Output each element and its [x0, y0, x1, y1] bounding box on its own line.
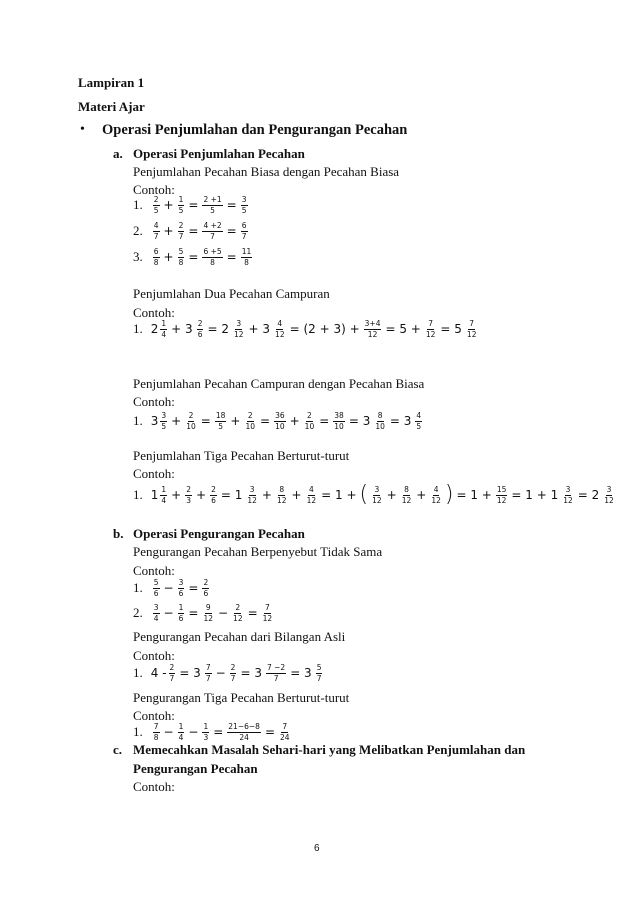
numerator: 1 [203, 722, 209, 731]
numerator: 7 [265, 603, 270, 612]
operator: + [416, 488, 427, 502]
operator: = [188, 198, 199, 212]
fraction [153, 604, 160, 622]
numerator: 1 [161, 319, 167, 328]
numerator: 7 [282, 722, 288, 731]
fraction [262, 604, 274, 622]
fraction [274, 320, 286, 338]
fraction [178, 222, 185, 240]
equation [133, 408, 424, 434]
operator: = [200, 414, 211, 428]
denominator: 12 [425, 329, 436, 339]
fraction [316, 664, 323, 682]
denominator: 12 [233, 329, 244, 339]
denominator: 12 [367, 329, 378, 339]
fraction [178, 579, 185, 597]
fraction [202, 604, 214, 622]
fraction [246, 486, 258, 504]
fraction [202, 248, 222, 266]
numerator: 5 [153, 578, 159, 587]
fraction [241, 248, 253, 266]
denominator: 12 [466, 329, 477, 339]
fraction [304, 412, 316, 430]
operator: − [163, 606, 174, 620]
fraction [178, 604, 185, 622]
operator: = [264, 725, 275, 739]
operator: + [386, 488, 397, 502]
denominator: 24 [280, 732, 290, 742]
numerator: 38 [334, 411, 344, 420]
numerator: 3 [178, 578, 184, 587]
operator: + [163, 224, 174, 238]
numerator: 8 [404, 485, 409, 494]
denominator: 6 [211, 495, 216, 505]
numerator: 4 [433, 485, 439, 494]
operator: = [213, 725, 224, 739]
fraction [276, 486, 288, 504]
operator: = [260, 414, 271, 428]
section-c-title-line2: Pengurangan Pecahan [133, 761, 258, 776]
whole-number: 1 [150, 488, 159, 502]
operator: = [319, 414, 330, 428]
denominator: 8 [153, 732, 159, 742]
numerator: 2 +1 [203, 195, 222, 204]
numerator: 3 [161, 411, 167, 420]
numerator: 4 [277, 319, 283, 328]
numerator: 21−6−8 [228, 722, 260, 731]
operator: = 2 [577, 488, 600, 502]
numerator: 9 [205, 603, 211, 612]
operator: − [217, 606, 229, 620]
operator: = [226, 198, 237, 212]
denominator: 5 [416, 421, 422, 431]
section-a-label: a. [113, 146, 123, 161]
numerator: 1 [161, 485, 167, 494]
operator: + [289, 414, 300, 428]
fraction [202, 579, 209, 597]
numerator: 8 [279, 485, 285, 494]
operator: = 5 [440, 322, 462, 336]
whole-number: 4 - [150, 666, 167, 680]
operator: + [261, 488, 272, 502]
fraction [185, 412, 197, 430]
operator: = [226, 224, 237, 238]
denominator: 10 [375, 421, 385, 431]
fraction [603, 486, 615, 504]
numerator: 7 [469, 319, 475, 328]
numerator: 8 [377, 411, 383, 420]
numerator: 5 [316, 663, 322, 672]
denominator: 12 [604, 495, 614, 505]
subsection-title: Penjumlahan Tiga Pecahan Berturut-turut [133, 448, 350, 463]
operator: = 1 + 1 [511, 488, 559, 502]
fraction [230, 664, 237, 682]
denominator: 10 [275, 421, 285, 431]
equation [133, 660, 324, 686]
denominator: 5 [218, 421, 223, 431]
numerator: 4 [308, 485, 314, 494]
fraction [371, 486, 383, 504]
operator: = 1 + [456, 488, 492, 502]
equation [133, 192, 250, 218]
fraction [279, 723, 291, 741]
fraction [153, 723, 160, 741]
equation-number: 1. [133, 580, 143, 595]
subsection-title: Penjumlahan Dua Pecahan Campuran [133, 286, 330, 301]
equation-number: 3. [133, 249, 143, 264]
fraction [202, 723, 209, 741]
fraction [202, 196, 222, 214]
denominator: 7 [178, 231, 184, 241]
fraction [425, 320, 437, 338]
denominator: 6 [178, 588, 184, 598]
equation-number: 1. [133, 321, 143, 336]
denominator: 10 [334, 421, 344, 431]
equation [133, 601, 275, 625]
denominator: 12 [372, 495, 382, 505]
subsection-title: Penjumlahan Pecahan Campuran dengan Pecahan Biasa [133, 376, 425, 391]
topic-title: Operasi Penjumlahan dan Pengurangan Pecahan [102, 122, 408, 138]
fraction [160, 320, 167, 338]
fraction [266, 664, 286, 682]
fraction [202, 222, 222, 240]
operator: = [188, 581, 199, 595]
fraction [153, 579, 160, 597]
operator: + [230, 414, 241, 428]
numerator: 2 [178, 221, 184, 230]
section-c-title-line1: Memecahkan Masalah Sehari-hari yang Melibatkan Penjumlahan dan [133, 742, 526, 757]
denominator: 12 [563, 495, 573, 505]
denominator: 12 [275, 329, 285, 339]
denominator: 6 [203, 588, 209, 598]
operator: = 3 [290, 666, 312, 680]
parenthesis: ) [444, 482, 454, 507]
denominator: 12 [306, 495, 317, 505]
denominator: 5 [178, 205, 184, 215]
denominator: 7 [273, 673, 279, 683]
fraction [197, 320, 204, 338]
denominator: 12 [203, 613, 213, 623]
operator: + [196, 488, 207, 502]
denominator: 8 [210, 257, 215, 267]
contoh-label: Contoh: [133, 563, 175, 578]
contoh-label: Contoh: [133, 394, 175, 409]
numerator: 6 +5 [203, 247, 222, 256]
equation [133, 480, 617, 510]
numerator: 4 +2 [203, 221, 222, 230]
fraction [227, 723, 261, 741]
operator: + 3 [171, 322, 193, 336]
numerator: 6 [153, 247, 159, 256]
fraction [185, 486, 192, 504]
equation [133, 244, 254, 270]
subsection-title: Pengurangan Tiga Pecahan Berturut-turut [133, 690, 350, 705]
denominator: 10 [304, 421, 315, 431]
section-b-label: b. [113, 526, 124, 541]
denominator: 24 [239, 732, 249, 742]
denominator: 5 [210, 205, 215, 215]
denominator: 12 [496, 495, 507, 505]
equation-number: 1. [133, 413, 143, 428]
numerator: 7 [428, 319, 434, 328]
numerator: 3 [606, 485, 612, 494]
fraction [215, 412, 227, 430]
contoh-label: Contoh: [133, 779, 175, 794]
fraction [562, 486, 574, 504]
fraction [232, 604, 244, 622]
equation-number: 2. [133, 605, 143, 620]
operator: − [163, 725, 174, 739]
numerator: 36 [275, 411, 285, 420]
denominator: 3 [203, 732, 209, 742]
numerator: 7 [153, 722, 159, 731]
operator: − [215, 666, 226, 680]
denominator: 7 [205, 673, 211, 683]
operator: + [291, 488, 302, 502]
denominator: 12 [401, 495, 412, 505]
fraction [178, 196, 185, 214]
section-b-title: Operasi Pengurangan Pecahan [133, 526, 305, 541]
fraction [169, 664, 176, 682]
materi-ajar-heading: Materi Ajar [78, 99, 145, 114]
denominator: 4 [178, 732, 184, 742]
operator: = 3 [179, 666, 201, 680]
fraction [241, 222, 248, 240]
operator: = 3 [348, 414, 371, 428]
numerator: 3 [565, 485, 571, 494]
equation [133, 720, 293, 744]
equation-number: 1. [133, 665, 143, 680]
numerator: 15 [496, 485, 507, 494]
contoh-label: Contoh: [133, 466, 175, 481]
fraction [306, 486, 318, 504]
numerator: 6 [241, 221, 247, 230]
operator: = [226, 250, 237, 264]
numerator: 7 [205, 663, 211, 672]
section-a-title: Operasi Penjumlahan Pecahan [133, 146, 305, 161]
denominator: 7 [169, 673, 175, 683]
operator: = 1 [220, 488, 243, 502]
denominator: 4 [161, 495, 167, 505]
equation-number: 1. [133, 487, 143, 502]
fraction [210, 486, 217, 504]
denominator: 8 [178, 257, 184, 267]
fraction [430, 486, 442, 504]
fraction [496, 486, 508, 504]
denominator: 5 [161, 421, 167, 431]
denominator: 6 [178, 613, 184, 623]
fraction [364, 320, 382, 338]
denominator: 8 [244, 257, 249, 267]
contoh-label: Contoh: [133, 708, 175, 723]
denominator: 12 [431, 495, 441, 505]
numerator: 2 [230, 663, 236, 672]
numerator: 1 [178, 603, 184, 612]
operator: = 5 + [385, 322, 421, 336]
operator: + [163, 198, 174, 212]
fraction [333, 412, 345, 430]
denominator: 5 [241, 205, 247, 215]
fraction [178, 248, 185, 266]
operator: = 1 + [321, 488, 357, 502]
subsection-title: Pengurangan Pecahan Berpenyebut Tidak Sama [133, 544, 383, 559]
operator: = [188, 250, 199, 264]
numerator: 3 [241, 195, 247, 204]
equation [133, 576, 211, 600]
section-c-label: c. [113, 742, 123, 757]
operator: + [171, 414, 182, 428]
operator: = 3 [240, 666, 262, 680]
fraction [160, 412, 167, 430]
operator: = [247, 606, 258, 620]
contoh-label: Contoh: [133, 305, 175, 320]
numerator: 3 [374, 485, 380, 494]
bullet-icon: • [80, 122, 85, 137]
denominator: 4 [153, 613, 159, 623]
equation-number: 1. [133, 724, 143, 739]
numerator: 4 [416, 411, 422, 420]
numerator: 3 [153, 603, 159, 612]
fraction [374, 412, 386, 430]
numerator: 2 [186, 485, 192, 494]
denominator: 7 [230, 673, 236, 683]
operator: = [188, 224, 199, 238]
operator: + 3 [248, 322, 271, 336]
fraction [244, 412, 256, 430]
numerator: 3+4 [364, 319, 381, 328]
fraction [153, 196, 160, 214]
numerator: 3 [249, 485, 255, 494]
fraction [178, 723, 185, 741]
numerator: 1 [178, 195, 184, 204]
fraction [233, 320, 245, 338]
numerator: 18 [215, 411, 226, 420]
numerator: 3 [236, 319, 242, 328]
operator: = 3 [389, 414, 412, 428]
denominator: 12 [233, 613, 243, 623]
operator: = [188, 606, 199, 620]
denominator: 7 [153, 231, 159, 241]
fraction [205, 664, 212, 682]
numerator: 2 [153, 195, 159, 204]
page-number: 6 [314, 843, 320, 854]
denominator: 6 [153, 588, 159, 598]
operator: − [163, 581, 174, 595]
whole-number: 2 [150, 322, 159, 336]
numerator: 4 [153, 221, 159, 230]
operator: = 2 [207, 322, 229, 336]
equation-number: 1. [133, 197, 143, 212]
denominator: 12 [276, 495, 287, 505]
contoh-label: Contoh: [133, 182, 175, 197]
subsection-title: Penjumlahan Pecahan Biasa dengan Pecahan Biasa [133, 164, 400, 179]
denominator: 3 [186, 495, 192, 505]
fraction [274, 412, 286, 430]
denominator: 6 [197, 329, 203, 339]
operator: = (2 + 3) + [289, 322, 360, 336]
denominator: 7 [241, 231, 247, 241]
numerator: 2 [203, 578, 209, 587]
denominator: 7 [210, 231, 215, 241]
fraction [241, 196, 248, 214]
denominator: 8 [153, 257, 159, 267]
denominator: 12 [247, 495, 257, 505]
numerator: 11 [241, 247, 252, 256]
equation-number: 2. [133, 223, 143, 238]
fraction [466, 320, 478, 338]
equation [133, 316, 479, 342]
fraction [401, 486, 413, 504]
numerator: 7 −2 [266, 663, 286, 672]
numerator: 2 [247, 411, 253, 420]
operator: + [171, 488, 182, 502]
numerator: 2 [169, 663, 175, 672]
denominator: 12 [262, 613, 273, 623]
subsection-title: Pengurangan Pecahan dari Bilangan Asli [133, 629, 346, 644]
numerator: 2 [197, 319, 203, 328]
contoh-label: Contoh: [133, 648, 175, 663]
operator: + [163, 250, 174, 264]
numerator: 5 [178, 247, 184, 256]
numerator: 2 [211, 485, 216, 494]
fraction [153, 248, 160, 266]
whole-number: 3 [150, 414, 159, 428]
denominator: 10 [245, 421, 255, 431]
parenthesis: ( [359, 482, 369, 507]
operator: − [188, 725, 199, 739]
fraction [415, 412, 422, 430]
denominator: 4 [161, 329, 167, 339]
numerator: 1 [178, 722, 184, 731]
numerator: 2 [307, 411, 312, 420]
denominator: 7 [316, 673, 322, 683]
fraction [160, 486, 167, 504]
lampiran-heading: Lampiran 1 [78, 75, 145, 90]
numerator: 2 [235, 603, 241, 612]
equation [133, 218, 250, 244]
denominator: 5 [153, 205, 159, 215]
fraction [153, 222, 160, 240]
numerator: 2 [188, 411, 194, 420]
denominator: 10 [186, 421, 196, 431]
